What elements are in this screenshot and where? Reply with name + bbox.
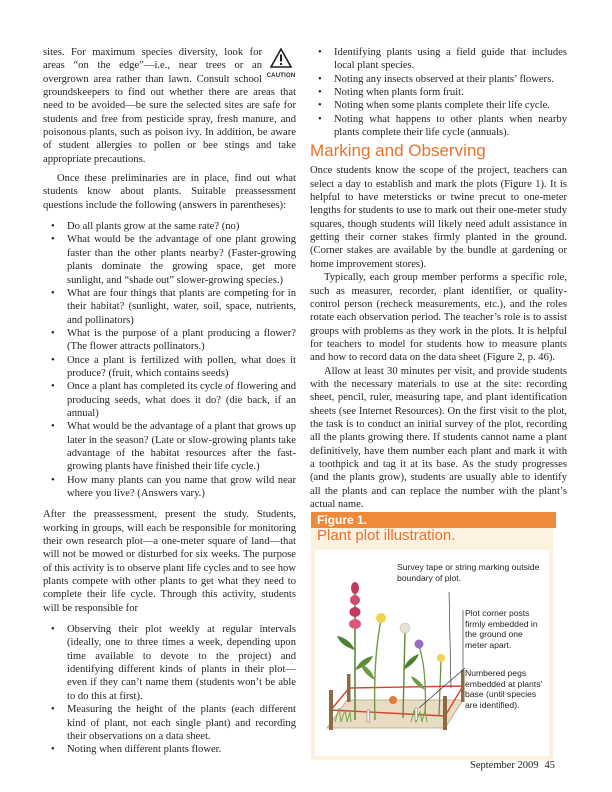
issue-date: September 2009	[470, 760, 539, 771]
list-item: • Once a plant has completed its cycle of flowering and producing seeds, what does it do? (die back, if an annual)	[43, 380, 296, 420]
student-tasks	[43, 623, 296, 756]
caution-label: CAUTION	[266, 73, 296, 79]
list-item: • Noting any insects observed at their plants’ flowers.	[310, 73, 567, 86]
list-item: • What are four things that plants are competing for in their habitat? (sunlight, water, soil, space, nutrients, and pollinators)	[43, 287, 296, 327]
page-footer	[470, 760, 555, 771]
preassessment-paragraph: Once these preliminaries are in place, find out what students know about plants. Suitable preassessment questions include the following (answers in parentheses):	[43, 173, 296, 211]
visit-paragraph: Allow at least 30 minutes per visit, and provide students with the necessary materials to use at the site: recording sheet, pencil, ruler, measuring tape, and plant identification sheets (see Internet Resources). On the first visit to the plot, the task is to conduct an initial survey of the plot, recording all the plants growing there. If students cannot name a plant definitively, have them number each plant and mark it with a toothpick and tag it at its base. As the study progresses (and the plants grow), students are usually able to identify all the plants and can replace the number with the plant’s actual name.	[310, 365, 567, 510]
marking-paragraph: Once students know the scope of the project, teachers can select a day to establish and mark the plots (Figure 1). It is helpful to have metersticks or twine precut to one-meter lengths for students to use to mark out their one-meter study squares, though students will likely need adult assistance in getting their corner stakes firmly planted in the ground. (Corner stakes are available by the bundle at gardening or home improvement stores).	[310, 165, 567, 270]
note-survey-tape: Survey tape or string marking outside boundary of plot.	[397, 562, 540, 583]
right-column	[310, 46, 567, 511]
list-item: • Once a plant is fertilized with pollen, what does it produce? (fruit, which contains seeds)	[43, 354, 296, 381]
note-numbered-pegs: Numbered pegs embedded at plants’ base (until species are identified).	[465, 668, 543, 710]
study-paragraph: After the preassessment, present the study. Students, working in groups, will each be responsible for monitoring their own research plot—a one-meter square of land—that will not be mowed or disturbed for six weeks. The purpose of this activity is to observe plant life cycles and to see how plants compete with other plants to get what they need to complete their life cycle. Through this activity, students will be responsible for	[43, 509, 297, 614]
list-item: • How many plants can you name that grow wild near where you live? (Answers vary.)	[43, 474, 296, 501]
list-item: • What would be the advantage of a plant that grows up later in the season? (Late or slow-growing plants take advantage of the habitat resources after the fast-growing plants have finished their life cycle.)	[43, 420, 296, 473]
roles-paragraph: Typically, each group member performs a specific role, such as measurer, recorder, plant identifier, or quality-control person (recheck measurements, etc.), and the roles rotate each observation period. The teacher’s role is to assist groups with problems as they work in the plots. It is helpful for teachers to model for students how to measure plants and how to record data on the data sheet (Figure 2, p. 46).	[310, 272, 567, 364]
figure-illustration-panel	[315, 550, 549, 756]
preassessment-questions	[43, 220, 296, 500]
list-item: • Noting when plants form fruit.	[310, 86, 567, 99]
section-heading: Marking and Observing	[310, 141, 486, 161]
figure-caption: Plant plot illustration.	[317, 527, 456, 544]
student-tasks-continued	[310, 46, 567, 139]
note-corner-posts: Plot corner posts firmly embedded in the ground one meter apart.	[465, 608, 538, 650]
figure-label: Figure 1.	[311, 512, 556, 528]
caution-icon	[270, 48, 292, 68]
list-item: • What would be the advantage of one plant growing faster than the other plants nearby? (Faster-growing plants dominate the growing space, get more sunlight, and “shade out” slower-growing species.)	[43, 233, 296, 286]
intro-paragraph: sites. For maximum species diversity, look for areas “on the edge”—i.e., near trees or an overgrown area rather than lawn. Consult school groundskeepers to find out whether there are areas that need to be avoided—be sure the selected sites are safe for students and free from pesticide spray, fresh manure, and poisonous plants, such as poison ivy. In addition, be aware of student allergies to pollen or bee stings and take appropriate precautions.	[43, 47, 296, 165]
left-column	[43, 46, 296, 757]
list-item: • Noting what happens to other plants when nearby plants complete their life cycle (annuals).	[310, 113, 567, 140]
figure-1	[311, 512, 553, 760]
list-item: • Identifying plants using a field guide that includes local plant species.	[310, 46, 567, 73]
list-item: • Noting when some plants complete their life cycle.	[310, 99, 567, 112]
list-item: • Observing their plot weekly at regular intervals (ideally, one to three times a week, depending upon time available to devote to the project) and identifying different kinds of plants in their plot—even if they can’t name them (students won’t be able to do this at first).	[43, 623, 296, 703]
list-item: • What is the purpose of a plant producing a flower? (The flower attracts pollinators.)	[43, 327, 296, 354]
page-number: 45	[544, 760, 556, 771]
caution-badge	[266, 48, 296, 86]
list-item: • Do all plants grow at the same rate? (no)	[43, 220, 296, 233]
list-item: • Noting when different plants flower.	[43, 743, 296, 756]
list-item: • Measuring the height of the plants (each different kind of plant, not each single plant) and recording their observations on a data sheet.	[43, 703, 296, 743]
